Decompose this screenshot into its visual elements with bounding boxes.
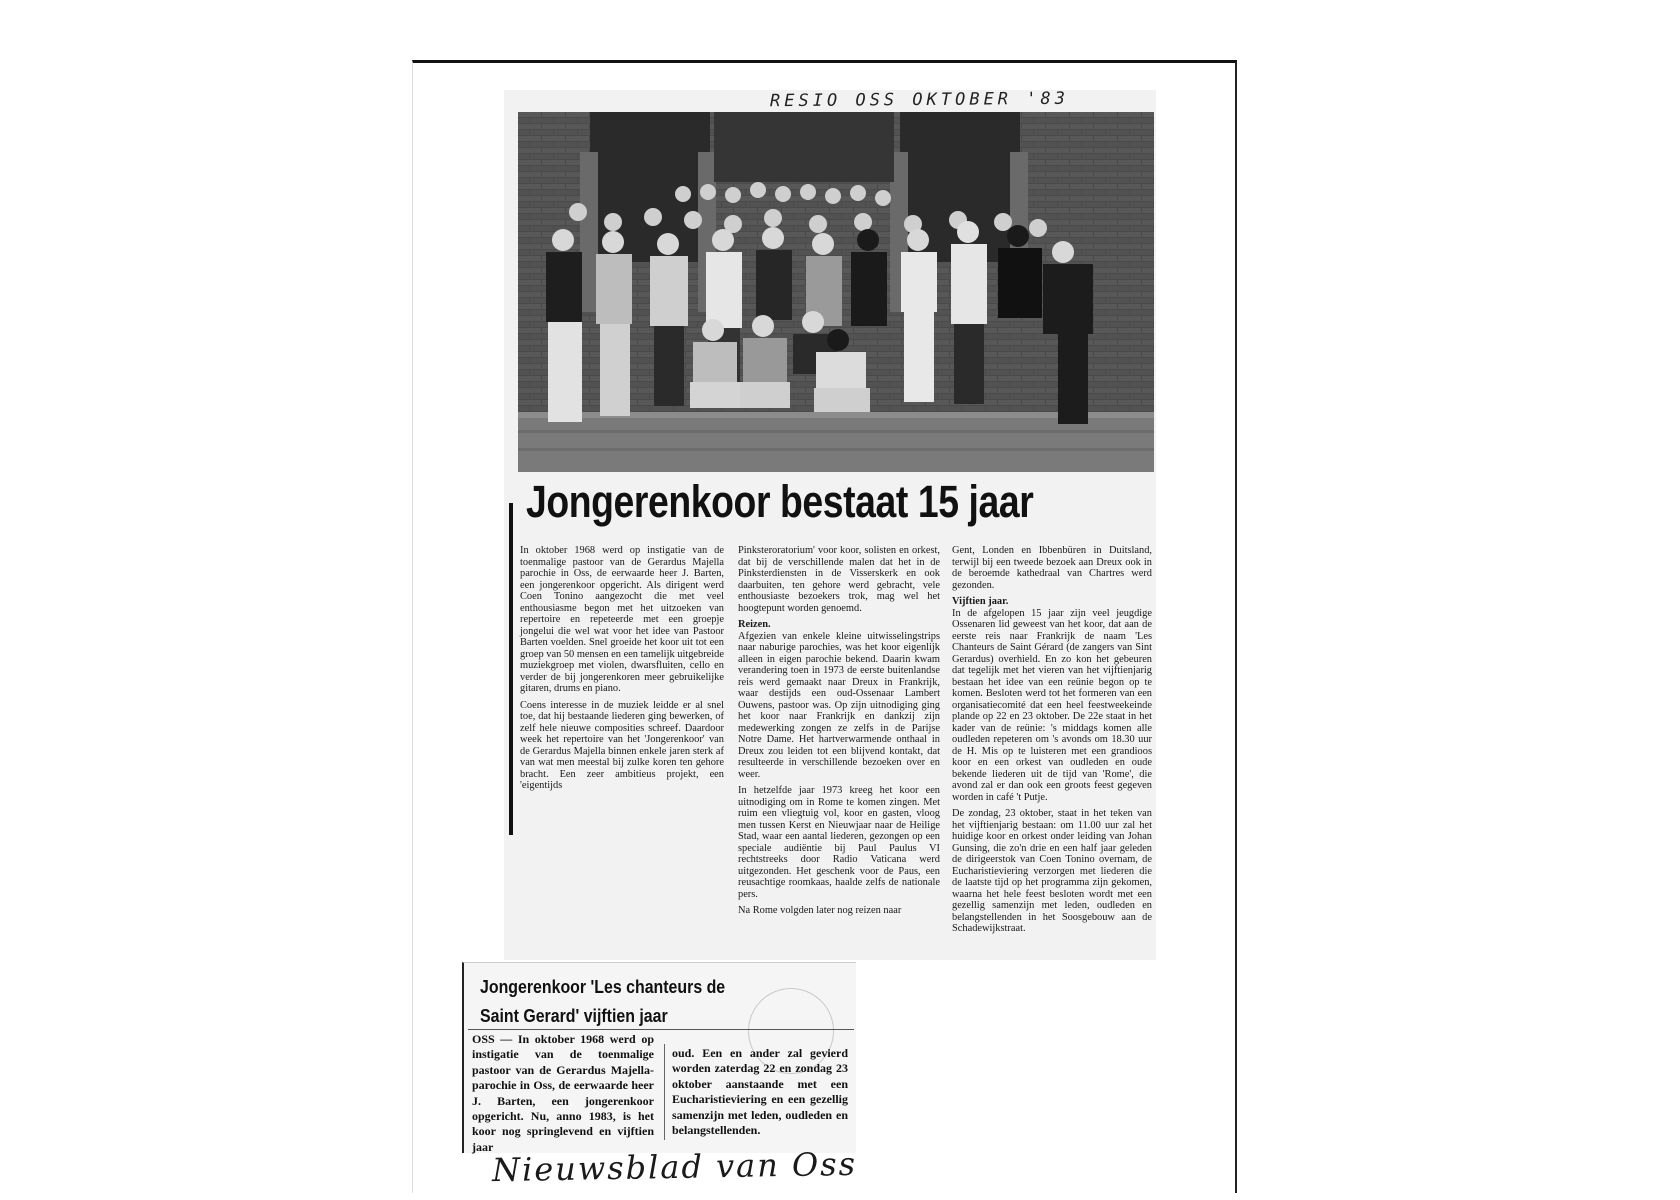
headline: Jongerenkoor bestaat 15 jaar: [526, 476, 1034, 527]
small-clipping-column-divider: [664, 1044, 665, 1140]
choir-photo: [518, 112, 1154, 472]
handwritten-source-note: RESIO OSS OKTOBER '83: [769, 88, 1070, 112]
article-paragraph: Afgezien van enkele kleine uitwisselingstrips naar naburige parochies, was het koor eigenlijk alleen in eigen parochie bekend. Daarin kwam verandering toen in 1973 de eerste buitenlandse reis werd gemaakt naar Dreux in Frankrijk, waar destijds een oud-Ossenaar Lambert Ouwens, pastoor was. Op zijn uitnodiging ging het koor naar Frankrijk en dankzij zijn medewerking zongen ze zelfs in de Parijse Notre Dame. Het hartverwarmende onthaal in Dreux zou leiden tot een blijvend kontakt, dat resulteerde in verschillende bezoeken over en weer.: [738, 630, 940, 780]
article-subheading: Reizen.: [738, 619, 771, 630]
article-column-3: [952, 545, 1152, 940]
article-paragraph: Na Rome volgden later nog reizen naar: [738, 905, 902, 916]
headline-rule: [509, 503, 513, 835]
small-title-line-1: Jongerenkoor 'Les chanteurs de: [480, 976, 726, 997]
small-clipping-rule: [468, 1029, 854, 1030]
article-paragraph: Coens interesse in de muziek leidde er al snel toe, dat hij bestaande liederen ging bewerken, of zelf hele nieuwe composities schreef. Daardoor week het repertoire van het 'Jongerenkoor' van de Gerardus Majella binnen enkele jaren sterk af van wat men meestal bij zulke koren ten gehore bracht. Een zeer ambitieus projekt, een 'eigentijds: [520, 699, 724, 791]
article-column-2: [738, 545, 940, 922]
article-paragraph: De zondag, 23 oktober, staat in het teken van het vijftienjarig bestaan: om 11.00 uur zal het huidige koor en orkest onder leiding van Johan Gunsing, die zo'n drie en een half jaar geleden de dirigeerstok van Coen Tonino overnam, de Eucharistieviering verzorgen met liederen die de laatste tijd op het programma zijn gekomen, waarna het hele feest besloten wordt met een gezellig samenzijn met leden, oudleden en belangstellenden in het Soosgebouw aan de Schadewijkstraat.: [952, 808, 1152, 934]
article-column-1: [520, 545, 724, 797]
small-clipping-title: [480, 972, 790, 1030]
article-paragraph: Gent, Londen en Ibbenbüren in Duitsland, terwijl bij een tweede bezoek aan Dreux ook in de beroemde kathedraal van Chartres werd gezonden.: [952, 545, 1152, 591]
article-subheading: Vijftien jaar.: [952, 596, 1009, 607]
article-paragraph: Pinksteroratorium' voor koor, solisten en orkest, dat bij de verschillende malen dat het in de Pinksterdiensten in de Visserskerk en ook daarbuiten, ten gehore werd gebracht, vele enthousiaste bezoekers trok, mag wel het hoogtepunt worden genoemd.: [738, 545, 940, 614]
choir-photo-graphic: [518, 112, 1154, 472]
handwritten-signature: Nieuwsblad van Oss: [491, 1144, 858, 1190]
small-clipping-column-1: OSS — In oktober 1968 werd op instigatie van de toenmalige pastoor van de Gerardus Majella-parochie in Oss, de eerwaarde heer J. Barten, een jongerenkoor opgericht. Nu, anno 1983, is het koor nog springlevend en vijftien jaar: [472, 1032, 654, 1154]
small-clipping-column-2: oud. Een en ander zal gevierd worden zaterdag 22 en zondag 23 oktober aanstaande met een Eucharistieviering en een gezellig samenzijn met leden, oudleden en belangstellenden.: [672, 1046, 848, 1138]
article-paragraph: In oktober 1968 werd op instigatie van de toenmalige pastoor van de Gerardus Majella parochie in Oss, de eerwaarde heer J. Barten, een jongerenkoor opgericht. Als dirigent werd Coen Tonino aangezocht die met veel enthousiasme begon met het uitzoeken van repertoire en repeteerde met een groepje jongelui die wel wat voor het idee van Pastoor Barten voelden. Snel groeide het koor uit tot een groep van 50 mensen en een tamelijk uitgebreide muziekgroep met violen, dwarsfluiten, cello en verder de bij jongerenkoren meer gebruikelijke gitaren, drums en piano.: [520, 545, 724, 694]
article-paragraph: In de afgelopen 15 jaar zijn veel jeugdige Ossenaren lid geweest van het koor, dat aan de eerste reis naar Frankrijk de naam 'Les Chanteurs de Saint Gérard (de zangers van Sint Gerardus) overhield. En zo kon het gebeuren dat tegelijk met het vieren van het vijftienjarig bestaan het idee van een reünie begon op te komen. Besloten werd tot het formeren van een organisatiecomité dat een heel feestweekeinde plande op 22 en 23 oktober. De 22e staat in het kader van de reünie: 's middags komen alle oudleden repeteren om 's avonds om 18.30 uur de H. Mis op te luisteren met een grandioos koor en een orkest van oudleden en oude bekende liederen uit de tijd van 'Rome', die avond zal er dan ook een groots feest gegeven worden in café 't Putje.: [952, 607, 1152, 803]
article-paragraph: In hetzelfde jaar 1973 kreeg het koor een uitnodiging om in Rome te komen zingen. Met ruim een vliegtuig vol, koor en gasten, vloog men tussen Kerst en Nieuwjaar naar de Heilige Stad, waar een aantal liederen, gezongen op een speciale audiëntie bij Paul Paulus VI rechtstreeks door Radio Vaticana werd uitgezonden. Het geschenk voor de Paus, een reusachtige roomkaas, haalde zelfs de nationale pers.: [738, 785, 940, 900]
small-title-line-2: Saint Gerard' vijftien jaar: [480, 1005, 668, 1026]
